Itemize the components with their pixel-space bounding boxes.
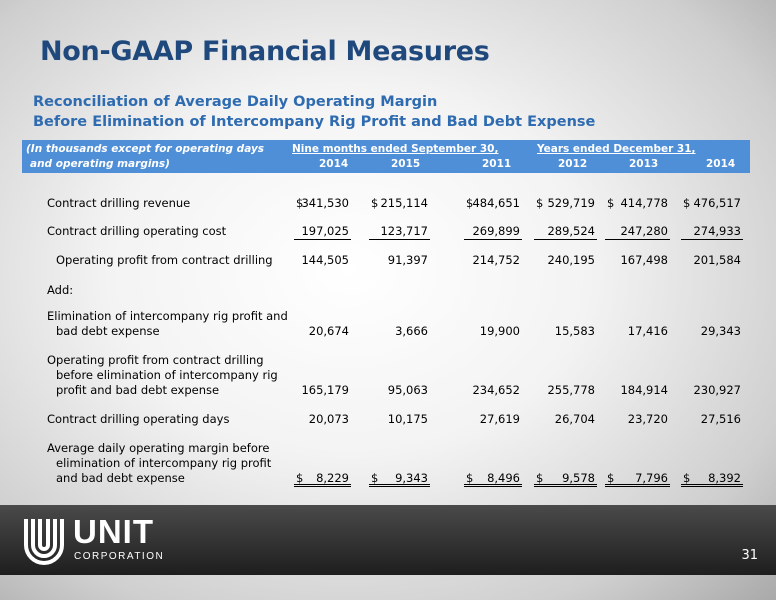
total-rule (534, 484, 597, 487)
nine-months-header: Nine months ended September 30, (292, 143, 499, 155)
table-cell: 15,583 (554, 324, 595, 338)
currency-symbol: $ (466, 196, 474, 210)
table-header-bar (22, 140, 750, 173)
table-cell: 20,674 (308, 324, 349, 338)
units-note-line-2: and operating margins) (30, 158, 170, 170)
total-rule (294, 484, 351, 487)
currency-symbol: $ (683, 471, 691, 485)
table-cell: 8,229 (316, 471, 349, 485)
row-label: Elimination of intercompany rig profit and (47, 309, 288, 323)
row-label: Contract drilling operating days (47, 412, 230, 426)
table-cell: 484,651 (472, 196, 520, 210)
units-note-line-1: (In thousands except for operating days (26, 143, 265, 155)
table-cell: 269,899 (472, 224, 520, 238)
table-cell: 247,280 (620, 224, 668, 238)
table-cell: 20,073 (308, 412, 349, 426)
logo-wordmark: UNIT (73, 513, 154, 550)
col-header-2014-nine: 2014 (319, 158, 349, 170)
total-rule (294, 239, 351, 240)
table-cell: 144,505 (301, 253, 349, 267)
table-cell: 19,900 (479, 324, 520, 338)
table-cell: 201,584 (693, 253, 741, 267)
table-cell: 27,619 (479, 412, 520, 426)
table-cell: 9,578 (562, 471, 595, 485)
table-cell: 165,179 (301, 383, 349, 397)
col-header-2014-year: 2014 (706, 158, 736, 170)
table-cell: 240,195 (547, 253, 595, 267)
row-label: profit and bad debt expense (56, 383, 220, 397)
table-cell: 123,717 (380, 224, 428, 238)
table-cell: 10,175 (387, 412, 428, 426)
row-label: Contract drilling operating cost (47, 224, 227, 238)
logo-subtitle: CORPORATION (74, 551, 165, 562)
subtitle (33, 92, 595, 132)
total-rule (605, 484, 670, 487)
total-rule (681, 484, 743, 487)
currency-symbol: $ (683, 196, 691, 210)
total-rule (605, 239, 670, 240)
currency-symbol: $ (296, 196, 304, 210)
total-rule (464, 484, 522, 487)
total-rule (681, 239, 743, 240)
table-cell: 184,914 (620, 383, 668, 397)
col-header-2013: 2013 (629, 158, 659, 170)
table-cell: 8,392 (708, 471, 741, 485)
row-label: Contract drilling revenue (47, 196, 191, 210)
table-cell: 95,063 (387, 383, 428, 397)
currency-symbol: $ (466, 471, 474, 485)
currency-symbol: $ (536, 196, 544, 210)
currency-symbol: $ (607, 196, 615, 210)
col-header-2011: 2011 (482, 158, 512, 170)
years-ended-header: Years ended December 31, (537, 143, 696, 155)
table-cell: 9,343 (395, 471, 428, 485)
currency-symbol: $ (296, 471, 304, 485)
table-cell: 529,719 (547, 196, 595, 210)
table-cell: 23,720 (627, 412, 668, 426)
table-cell: 7,796 (635, 471, 668, 485)
table-cell: 26,704 (554, 412, 595, 426)
table-cell: 289,524 (547, 224, 595, 238)
col-header-2015: 2015 (391, 158, 421, 170)
table-cell: 27,516 (700, 412, 741, 426)
total-rule (369, 239, 430, 240)
row-label: and bad debt expense (56, 471, 185, 485)
row-label: before elimination of intercompany rig (56, 368, 278, 382)
table-cell: 214,752 (472, 253, 520, 267)
table-cell: 234,652 (472, 383, 520, 397)
table-cell: 17,416 (627, 324, 668, 338)
table-cell: 341,530 (301, 196, 349, 210)
table-cell: 167,498 (620, 253, 668, 267)
total-rule (464, 239, 522, 240)
total-rule (534, 239, 597, 240)
unit-logo-icon (20, 515, 68, 567)
subtitle-line-2: Before Elimination of Intercompany Rig Profit and Bad Debt Expense (33, 114, 596, 130)
table-cell: 274,933 (693, 224, 741, 238)
page-number: 31 (741, 548, 758, 563)
table-cell: 3,666 (395, 324, 428, 338)
row-label: elimination of intercompany rig profit (56, 456, 272, 470)
page-title: Non-GAAP Financial Measures (40, 36, 490, 67)
col-header-2012: 2012 (558, 158, 588, 170)
table-cell: 91,397 (387, 253, 428, 267)
currency-symbol: $ (536, 471, 544, 485)
row-label: Operating profit from contract drilling (56, 253, 273, 267)
currency-symbol: $ (607, 471, 615, 485)
row-label: bad debt expense (56, 324, 160, 338)
row-label: Operating profit from contract drilling (47, 353, 264, 367)
table-cell: 255,778 (547, 383, 595, 397)
table-cell: 476,517 (693, 196, 741, 210)
total-rule (369, 484, 430, 487)
table-cell: 414,778 (620, 196, 668, 210)
row-label: Add: (47, 283, 74, 297)
row-label: Average daily operating margin before (47, 441, 270, 455)
subtitle-line-1: Reconciliation of Average Daily Operating Margin (33, 94, 438, 110)
table-cell: 8,496 (487, 471, 520, 485)
currency-symbol: $ (371, 471, 379, 485)
table-cell: 29,343 (700, 324, 741, 338)
table-cell: 197,025 (301, 224, 349, 238)
table-cell: 215,114 (380, 196, 428, 210)
table-cell: 230,927 (693, 383, 741, 397)
currency-symbol: $ (371, 196, 379, 210)
